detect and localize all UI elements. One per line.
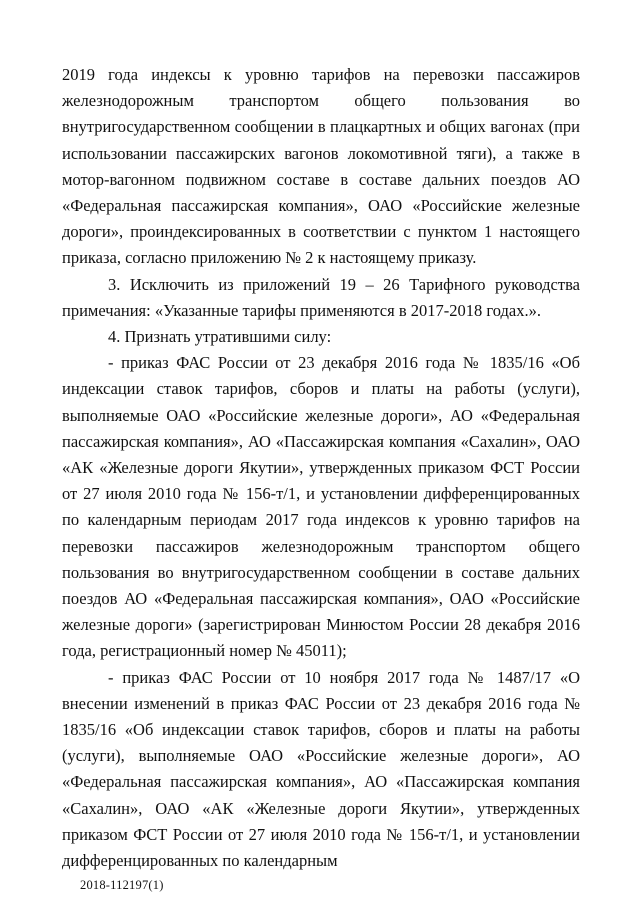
- paragraph-item-3: 3. Исключить из приложений 19 – 26 Тарифного руководства примечания: «Указанные тарифы применяются в 2017-2018 годах.».: [62, 274, 580, 320]
- document-code: 2018-112197(1): [80, 878, 164, 892]
- document-body: [62, 62, 580, 874]
- paragraph-continuation: 2019 года индексы к уровню тарифов на перевозки пассажиров железнодорожным транспортом общего пользования во внутригосударственном сообщении в плацкартных и общих вагонах (при использовании пассажирских вагонов локомотивной тяги), а также в мотор-вагонном подвижном составе в составе дальних поездов АО «Федеральная пассажирская компания», ОАО «Российские железные дороги», проиндексированных в соответствии с пунктом 1 настоящего приказа, согласно приложению № 2 к настоящему приказу.: [62, 65, 580, 268]
- paragraph-item-4: 4. Признать утратившими силу:: [108, 327, 332, 347]
- paragraph-order-1487: - приказ ФАС России от 10 ноября 2017 года № 1487/17 «О внесении изменений в приказ ФАС России от 23 декабря 2016 года № 1835/16 «Об индексации ставок тарифов, сборов и платы на работы (услуги), выполняемые ОАО «Российские железные дороги», АО «Федеральная пассажирская компания», АО «Пассажирская компания «Сахалин», ОАО «АК «Железные дороги Якутии», утвержденных приказом ФСТ России от 27 июля 2010 года № 156-т/1, и установлении дифференцированных по календарным: [62, 667, 580, 871]
- paragraph-order-1835: - приказ ФАС России от 23 декабря 2016 года № 1835/16 «Об индексации ставок тарифов, сборов и платы на работы (услуги), выполняемые ОАО «Российские железные дороги», АО «Федеральная пассажирская компания», АО «Пассажирская компания «Сахалин», ОАО «АК «Железные дороги Якутии», утвержденных приказом ФСТ России от 27 июля 2010 года № 156-т/1, и установлении дифференцированных по календарным периодам 2017 года индексов к уровню тарифов на перевозки пассажиров железнодорожным транспортом общего пользования во внутригосударственном сообщении в составе дальних поездов АО «Федеральная пассажирская компания», ОАО «Российские железные дороги» (зарегистрирован Минюстом России 28 декабря 2016 года, регистрационный номер № 45011);: [62, 353, 580, 661]
